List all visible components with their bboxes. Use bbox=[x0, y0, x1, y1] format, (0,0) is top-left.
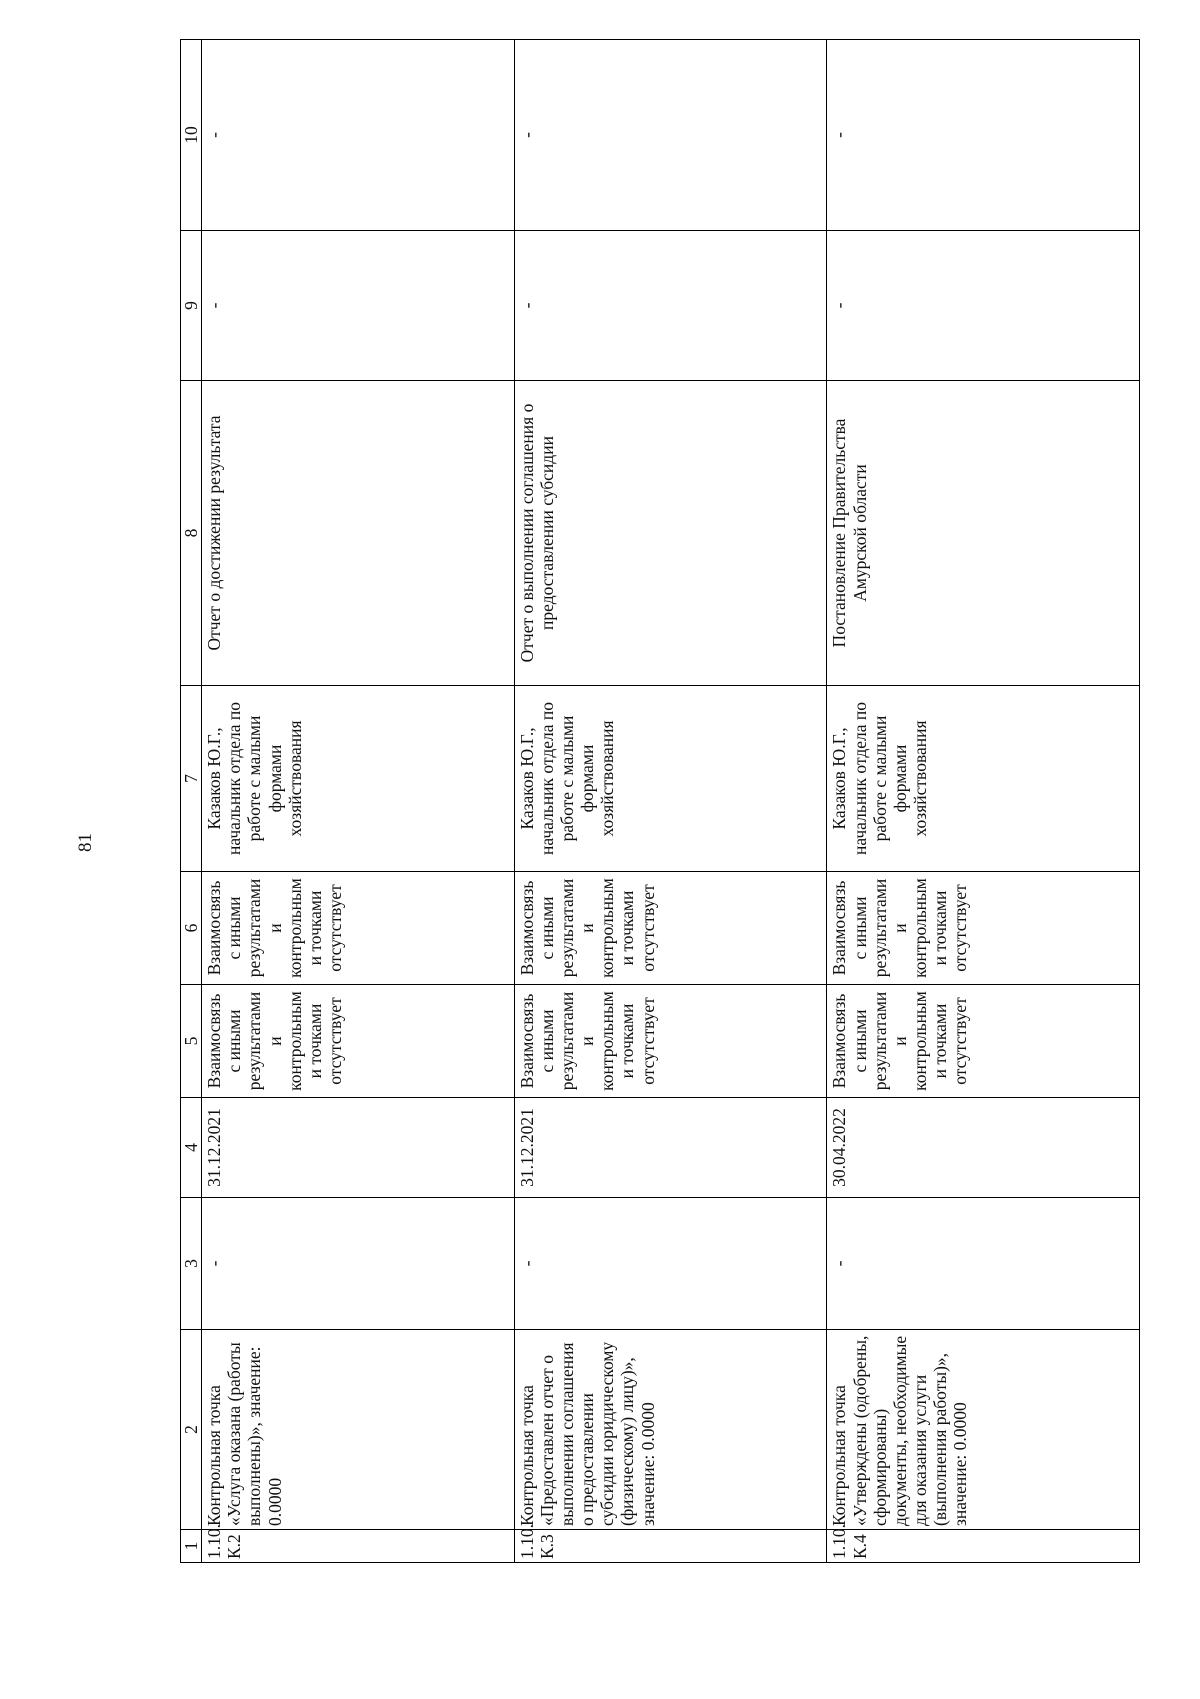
document-cell: Отчет о достижении результата bbox=[202, 381, 515, 686]
document-cell: Постановление Правительства Амурской области bbox=[827, 381, 1140, 686]
page-number: 81 bbox=[75, 833, 96, 852]
column-header: 7 bbox=[181, 686, 202, 872]
control-point-name-cell: Контрольная точка «Услуга оказана (работы выполнены)», значение: 0.0000 bbox=[202, 1330, 515, 1530]
column-3-cell: - bbox=[514, 1198, 827, 1330]
control-points-table bbox=[180, 39, 1140, 1563]
responsible-cell: Казаков Ю.Г., начальник отдела по работе с малыми формами хозяйствования bbox=[514, 686, 827, 872]
relationship-cell: Взаимосвязь с иными результатами и контрольным и точками отсутствует bbox=[827, 872, 1140, 985]
column-header: 4 bbox=[181, 1098, 202, 1198]
column-header: 3 bbox=[181, 1198, 202, 1330]
column-header: 5 bbox=[181, 985, 202, 1098]
responsible-cell: Казаков Ю.Г., начальник отдела по работе с малыми формами хозяйствования bbox=[202, 686, 515, 872]
column-3-cell: - bbox=[202, 1198, 515, 1330]
document-cell: Отчет о выполнении соглашения о предоставлении субсидии bbox=[514, 381, 827, 686]
column-header: 1 bbox=[181, 1530, 202, 1563]
relationship-cell: Взаимосвязь с иными результатами и контрольным и точками отсутствует bbox=[202, 872, 515, 985]
column-10-cell: - bbox=[514, 40, 827, 231]
relationship-cell: Взаимосвязь с иными результатами и контрольным и точками отсутствует bbox=[514, 872, 827, 985]
relationship-cell: Взаимосвязь с иными результатами и контрольным и точками отсутствует bbox=[514, 985, 827, 1098]
row-number-cell: 1.10. К.3 bbox=[514, 1530, 827, 1563]
column-header: 8 bbox=[181, 381, 202, 686]
column-9-cell: - bbox=[514, 231, 827, 381]
table-row bbox=[514, 40, 827, 1563]
date-cell: 31.12.2021 bbox=[202, 1098, 515, 1198]
responsible-cell: Казаков Ю.Г., начальник отдела по работе с малыми формами хозяйствования bbox=[827, 686, 1140, 872]
column-3-cell: - bbox=[827, 1198, 1140, 1330]
column-header: 9 bbox=[181, 231, 202, 381]
date-cell: 30.04.2022 bbox=[827, 1098, 1140, 1198]
control-point-name-cell: Контрольная точка «Утверждены (одобрены, сформированы) документы, необходимые для оказания услуги (выполнения работы)», значение: 0.0000 bbox=[827, 1330, 1140, 1530]
column-header: 6 bbox=[181, 872, 202, 985]
rotated-table-container bbox=[180, 40, 1140, 1563]
column-10-cell: - bbox=[202, 40, 515, 231]
row-number-cell: 1.10. К.4 bbox=[827, 1530, 1140, 1563]
control-point-name-cell: Контрольная точка «Предоставлен отчет о выполнении соглашения о предоставлении субсидии юридическому (физическому) лицу)», значение: 0.0000 bbox=[514, 1330, 827, 1530]
table-row bbox=[827, 40, 1140, 1563]
relationship-cell: Взаимосвязь с иными результатами и контрольным и точками отсутствует bbox=[827, 985, 1140, 1098]
column-9-cell: - bbox=[827, 231, 1140, 381]
column-header: 10 bbox=[181, 40, 202, 231]
column-10-cell: - bbox=[827, 40, 1140, 231]
relationship-cell: Взаимосвязь с иными результатами и контрольным и точками отсутствует bbox=[202, 985, 515, 1098]
column-header: 2 bbox=[181, 1330, 202, 1530]
date-cell: 31.12.2021 bbox=[514, 1098, 827, 1198]
table-row bbox=[202, 40, 515, 1563]
header-row bbox=[181, 40, 202, 1563]
column-9-cell: - bbox=[202, 231, 515, 381]
row-number-cell: 1.10. К.2 bbox=[202, 1530, 515, 1563]
